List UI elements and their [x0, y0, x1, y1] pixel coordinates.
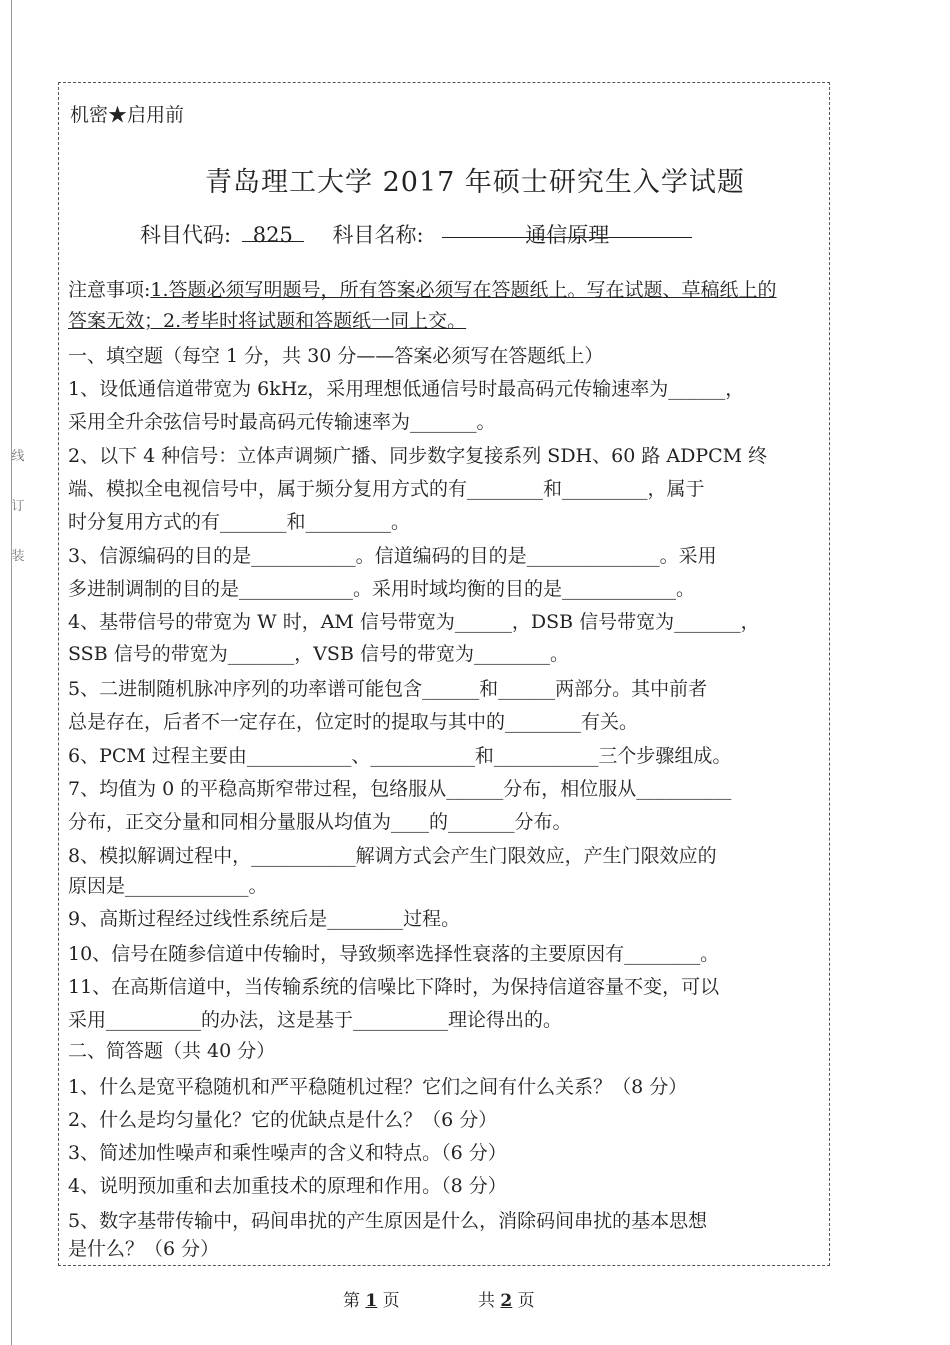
margin-mark-install: 装 [11, 549, 25, 564]
question-line: 1、设低通信道带宽为 6kHz，采用理想低通信号时最高码元传输速率为______， [68, 378, 745, 400]
section-heading: 二、简答题（共 40 分） [68, 1040, 276, 1062]
question-line: 4、说明预加重和去加重技术的原理和作用。（8 分） [68, 1175, 507, 1197]
question-line: 端、模拟全电视信号中，属于频分复用方式的有________和_________，属于 [68, 478, 705, 500]
question-line: 5、数字基带传输中，码间串扰的产生原因是什么，消除码间串扰的基本思想 [68, 1210, 708, 1232]
question-line: 分布，正交分量和同相分量服从均值为____的_______分布。 [68, 811, 572, 833]
question-line: 4、基带信号的带宽为 W 时，AM 信号带宽为______，DSB 信号带宽为_______， [68, 611, 760, 633]
question-line: 11、在高斯信道中，当传输系统的信噪比下降时，为保持信道容量不变，可以 [68, 976, 720, 998]
question-line: 多进制调制的目的是____________。采用时域均衡的目的是____________。 [68, 578, 696, 600]
subject-name-label: 科目名称: [332, 223, 424, 247]
page-number-value: 1 [365, 1291, 378, 1311]
subject-code-label: 科目代码: [140, 223, 232, 247]
notice-line-1 [68, 278, 777, 302]
question-line: 5、二进制随机脉冲序列的功率谱可能包含______和______两部分。其中前者 [68, 678, 708, 700]
notice-line-2: 答案无效；2.考毕时将试题和答题纸一同上交。 [68, 310, 467, 332]
question-line: 原因是_____________。 [68, 875, 268, 897]
page-total: 共 2 页 [478, 1291, 535, 1311]
question-line: 10、信号在随参信道中传输时，导致频率选择性衰落的主要原因有________。 [68, 943, 720, 965]
question-line: 采用全升余弦信号时最高码元传输速率为_______。 [68, 411, 496, 433]
question-line: 时分复用方式的有_______和_________。 [68, 511, 411, 533]
subject-code: 825 [242, 223, 304, 242]
question-line: 7、均值为 0 的平稳高斯窄带过程，包络服从______分布，相位服从__________ [68, 778, 732, 800]
question-line: 总是存在，后者不一定存在，位定时的提取与其中的________有关。 [68, 711, 639, 733]
subject-name: 通信原理 [442, 219, 692, 238]
question-line: 3、简述加性噪声和乘性噪声的含义和特点。（6 分） [68, 1142, 507, 1164]
question-line: 6、PCM 过程主要由___________、___________和___________三个步骤组成。 [68, 745, 732, 767]
question-line: 1、什么是宽平稳随机和严平稳随机过程？它们之间有什么关系？（8 分） [68, 1076, 688, 1098]
notice-text-1: 1.答题必须写明题号，所有答案必须写在答题纸上。写在试题、草稿纸上的 [150, 279, 777, 301]
section-heading: 一、填空题（每空 1 分，共 30 分——答案必须写在答题纸上） [68, 345, 604, 367]
question-line: 2、什么是均匀量化？它的优缺点是什么？（6 分） [68, 1109, 498, 1131]
subject-row [140, 219, 692, 249]
page-number: 第 1 页 [343, 1291, 400, 1311]
exam-title: 青岛理工大学 2017 年硕士研究生入学试题 [205, 167, 745, 198]
question-line: 2、以下 4 种信号：立体声调频广播、同步数字复接系列 SDH、60 路 ADPCM 终 [68, 445, 768, 467]
notice-label: 注意事项: [68, 279, 151, 301]
question-line: 3、信源编码的目的是___________。信道编码的目的是______________。采用 [68, 545, 717, 567]
question-line: 是什么？（6 分） [68, 1238, 220, 1260]
question-line: 8、模拟解调过程中，___________解调方式会产生门限效应，产生门限效应的 [68, 845, 717, 867]
scan-edge-line [11, 0, 12, 1345]
secret-mark: 机密★启用前 [70, 104, 185, 126]
margin-mark-line: 线 [11, 449, 25, 464]
page-total-value: 2 [500, 1291, 513, 1311]
question-line: SSB 信号的带宽为_______，VSB 信号的带宽为________。 [68, 643, 569, 665]
question-line: 采用__________的办法，这是基于__________理论得出的。 [68, 1009, 563, 1031]
question-line: 9、高斯过程经过线性系统后是________过程。 [68, 908, 461, 930]
margin-mark-bind: 订 [11, 499, 25, 514]
